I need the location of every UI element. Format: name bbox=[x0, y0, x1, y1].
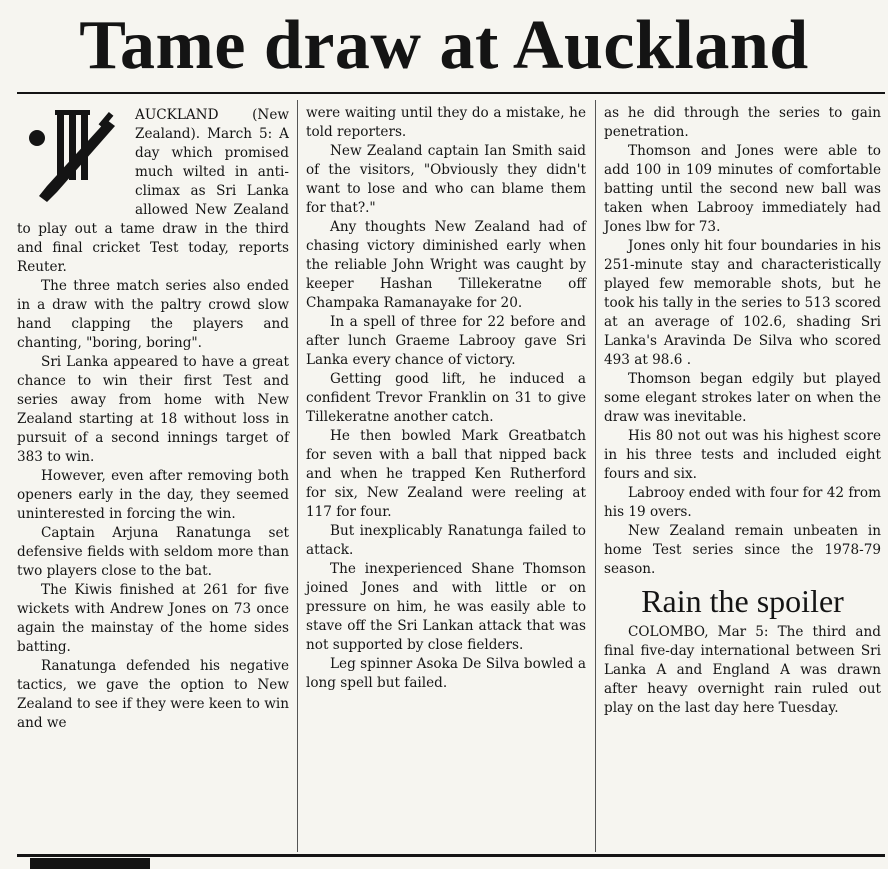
paragraph: Getting good lift, he induced a confident Trevor Franklin on 31 to give Tillekeratne another catch. bbox=[306, 371, 586, 425]
column-divider bbox=[595, 100, 596, 852]
bottom-rule bbox=[17, 854, 885, 857]
paragraph: In a spell of three for 22 before and after lunch Graeme Labrooy gave Sri Lanka every chance of victory. bbox=[306, 314, 586, 368]
paragraph: Leg spinner Asoka De Silva bowled a long spell but failed. bbox=[306, 656, 586, 691]
sidebar-heading: Rain the spoiler bbox=[641, 583, 844, 619]
article-column-1 bbox=[17, 106, 289, 733]
sidebar-paragraph: COLOMBO, Mar 5: The third and final five-day international between Sri Lanka A and England A was drawn after heavy overnight rain ruled out play on the last day here Tuesday. bbox=[604, 624, 881, 716]
paragraph: The inexperienced Shane Thomson joined Jones and with little or on pressure on him, he was easily able to stave off the Sri Lankan attack that was not supported by close fielders. bbox=[306, 561, 586, 653]
cricket-logo-icon bbox=[17, 106, 125, 210]
paragraph: Thomson and Jones were able to add 100 in 109 minutes of comfortable batting until the second new ball was taken when Labrooy immediately had Jones lbw for 73. bbox=[604, 143, 881, 235]
headline-rule bbox=[17, 92, 885, 94]
article-column-2 bbox=[306, 104, 586, 693]
next-article-fragment bbox=[30, 858, 150, 869]
paragraph: Jones only hit four boundaries in his 251-minute stay and characteristically played few memorable shots, but he took his tally in the series to 513 scored at an average of 102.6, shading Sri Lanka's Aravinda De Silva who scored 493 at 98.6 . bbox=[604, 238, 881, 368]
paragraph: as he did through the series to gain penetration. bbox=[604, 105, 881, 140]
paragraph: Thomson began edgily but played some elegant strokes later on when the draw was inevitable. bbox=[604, 371, 881, 425]
paragraph: The Kiwis finished at 261 for five wickets with Andrew Jones on 73 once again the mainstay of the home sides batting. bbox=[17, 582, 289, 655]
paragraph: But inexplicably Ranatunga failed to attack. bbox=[306, 523, 586, 558]
paragraph: AUCKLAND (New Zealand). March 5: A day which promised much wilted in anti-climax as Sri Lanka allowed New Zealand to play out a tame draw in the third and final cricket Test today, reports Reuter. bbox=[17, 107, 289, 275]
paragraph: Labrooy ended with four for 42 from his 19 overs. bbox=[604, 485, 881, 520]
paragraph: Any thoughts New Zealand had of chasing victory diminished early when the reliable John Wright was caught by keeper Hashan Tillekeratne off Champaka Ramanayake for 20. bbox=[306, 219, 586, 311]
column-divider bbox=[297, 100, 298, 852]
paragraph: New Zealand remain unbeaten in home Test series since the 1978-79 season. bbox=[604, 523, 881, 577]
paragraph: He then bowled Mark Greatbatch for seven with a ball that nipped back and when he trapped Ken Rutherford for six, New Zealand were reeling at 117 for four. bbox=[306, 428, 586, 520]
paragraph: However, even after removing both openers early in the day, they seemed uninterested in forcing the win. bbox=[17, 468, 289, 522]
paragraph: were waiting until they do a mistake, he told reporters. bbox=[306, 105, 586, 140]
paragraph: Ranatunga defended his negative tactics, we gave the option to New Zealand to see if they were keen to win and we bbox=[17, 658, 289, 731]
paragraph: Captain Arjuna Ranatunga set defensive fields with seldom more than two players close to the bat. bbox=[17, 525, 289, 579]
article-column-3 bbox=[604, 104, 881, 718]
paragraph: Sri Lanka appeared to have a great chance to win their first Test and series away from home with New Zealand starting at 18 without loss in pursuit of a second innings target of 383 to win. bbox=[17, 354, 289, 465]
paragraph: New Zealand captain Ian Smith said of the visitors, "Obviously they didn't want to lose and who can blame them for that?." bbox=[306, 143, 586, 216]
paragraph: His 80 not out was his highest score in his three tests and included eight fours and six. bbox=[604, 428, 881, 482]
paragraph: The three match series also ended in a draw with the paltry crowd slow hand clapping the players and chanting, "boring, boring". bbox=[17, 278, 289, 351]
headline: Tame draw at Auckland bbox=[79, 7, 809, 84]
